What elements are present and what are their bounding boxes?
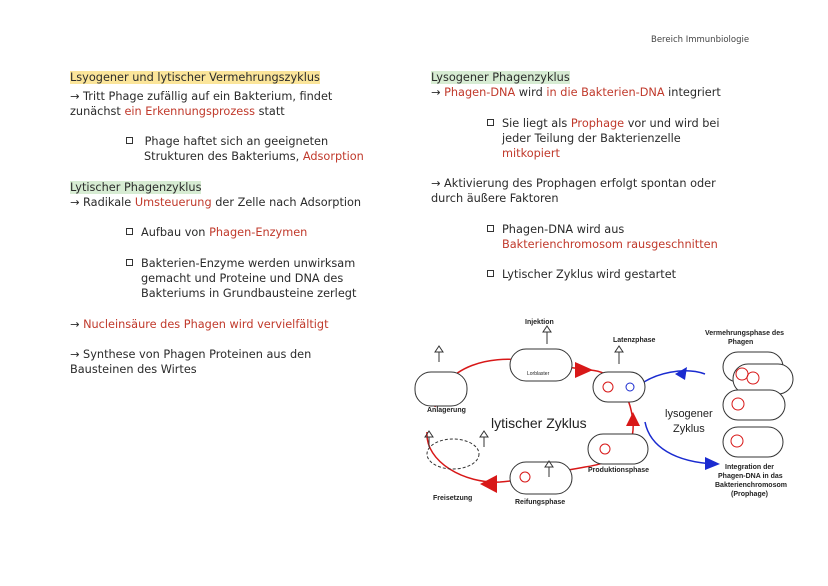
bullet-bakterien-line-3: Bakteriums in Grundbausteine zerlegt xyxy=(141,287,357,300)
cell-integration xyxy=(723,427,783,457)
label-vermehrung-2: Phagen xyxy=(728,339,754,346)
label-integration-4: (Prophage) xyxy=(731,491,768,498)
bullet-prophage-line-1: Sie liegt als Prophage vor und wird bei xyxy=(487,116,719,131)
synthese-line-2: Bausteinen des Wirtes xyxy=(70,363,197,376)
checkbox-bullet-icon xyxy=(487,270,494,277)
lytic-title: Lytischer Phagenzyklus xyxy=(70,181,202,194)
label-injektion: Injektion xyxy=(525,319,554,326)
checkbox-bullet-icon xyxy=(126,259,133,266)
blue-arrow-2 xyxy=(705,457,720,470)
label-anlagerung: Anlagerung xyxy=(427,407,466,414)
aktivierung-line-1: → Aktivierung des Prophagen erfolgt spontan oder xyxy=(431,177,716,190)
bullet-adsorption-line-2: Strukturen des Bakteriums, Adsorption xyxy=(144,150,364,163)
intro-line-1: → Tritt Phage zufällig auf ein Bakterium, findet xyxy=(70,90,333,103)
cell-latenz xyxy=(593,372,645,402)
checkbox-bullet-icon xyxy=(126,228,133,235)
left-title: Lsyogener und lytischer Vermehrungszyklus xyxy=(70,71,320,84)
cell-reifung xyxy=(510,462,572,494)
label-integration-2: Phagen-DNA in das xyxy=(718,473,783,480)
header-area: Bereich Immunbiologie xyxy=(651,35,750,45)
bullet-prophage-line-3: mitkopiert xyxy=(502,147,560,160)
bullet-bakterien-line-1: Bakterien-Enzyme werden unwirksam xyxy=(126,256,355,271)
label-integration-1: Integration der xyxy=(725,464,775,471)
lysogen-title: Lysogener Phagenzyklus xyxy=(431,71,570,84)
label-freisetzung: Freisetzung xyxy=(433,495,473,502)
cell-produktion xyxy=(588,434,648,464)
aktivierung-line-2: durch äußere Faktoren xyxy=(431,192,559,205)
bullet-ausschneiden-line-2: Bakterienchromosom rausgeschnitten xyxy=(502,238,718,251)
cell-label: Lorblaster xyxy=(527,371,550,377)
label-integration-3: Bakterienchromosom xyxy=(715,482,787,489)
phage-cycle-diagram xyxy=(405,312,805,512)
lytic-line: → Radikale Umsteuerung der Zelle nach Adsorption xyxy=(70,196,362,209)
red-arrow-3 xyxy=(626,412,640,426)
label-vermehrung-1: Vermehrungsphase des xyxy=(705,330,784,337)
red-arrow-2 xyxy=(480,475,497,493)
bullet-ausschneiden-line-1: Phagen-DNA wird aus xyxy=(487,222,624,237)
checkbox-bullet-icon xyxy=(487,225,494,232)
lysogenic-cycle-path xyxy=(637,371,705,387)
bullet-enzymes: Aufbau von Phagen-Enzymen xyxy=(126,225,307,240)
nuclein-line: → Nucleinsäure des Phagen wird vervielfältigt xyxy=(70,318,329,331)
intro-line-2: zunächst ein Erkennungsprozess statt xyxy=(70,105,285,118)
bullet-prophage-line-2: jeder Teilung der Bakterienzelle xyxy=(502,132,681,145)
label-lysogener-2: Zyklus xyxy=(673,423,705,435)
checkbox-bullet-icon xyxy=(126,137,133,144)
lysogen-line: → Phagen-DNA wird in die Bakterien-DNA integriert xyxy=(431,86,721,99)
label-lytischer-zyklus: lytischer Zyklus xyxy=(491,415,587,431)
blue-arrow-1 xyxy=(675,367,687,380)
label-latenzphase: Latenzphase xyxy=(613,337,656,344)
cell-freisetzung xyxy=(427,439,479,469)
label-produktionsphase: Produktionsphase xyxy=(588,467,650,474)
bullet-lytisch-gestartet: Lytischer Zyklus wird gestartet xyxy=(487,267,676,282)
cell-anlagerung xyxy=(415,372,467,406)
checkbox-bullet-icon xyxy=(487,119,494,126)
label-reifungsphase: Reifungsphase xyxy=(515,499,566,506)
label-lysogener-1: lysogener xyxy=(665,408,713,420)
red-arrow-1 xyxy=(575,362,593,378)
synthese-line-1: → Synthese von Phagen Proteinen aus den xyxy=(70,348,312,361)
bullet-bakterien-line-2: gemacht und Proteine und DNA des xyxy=(141,272,344,285)
bullet-adsorption-line-1: Phage haftet sich an geeigneten xyxy=(126,134,328,149)
